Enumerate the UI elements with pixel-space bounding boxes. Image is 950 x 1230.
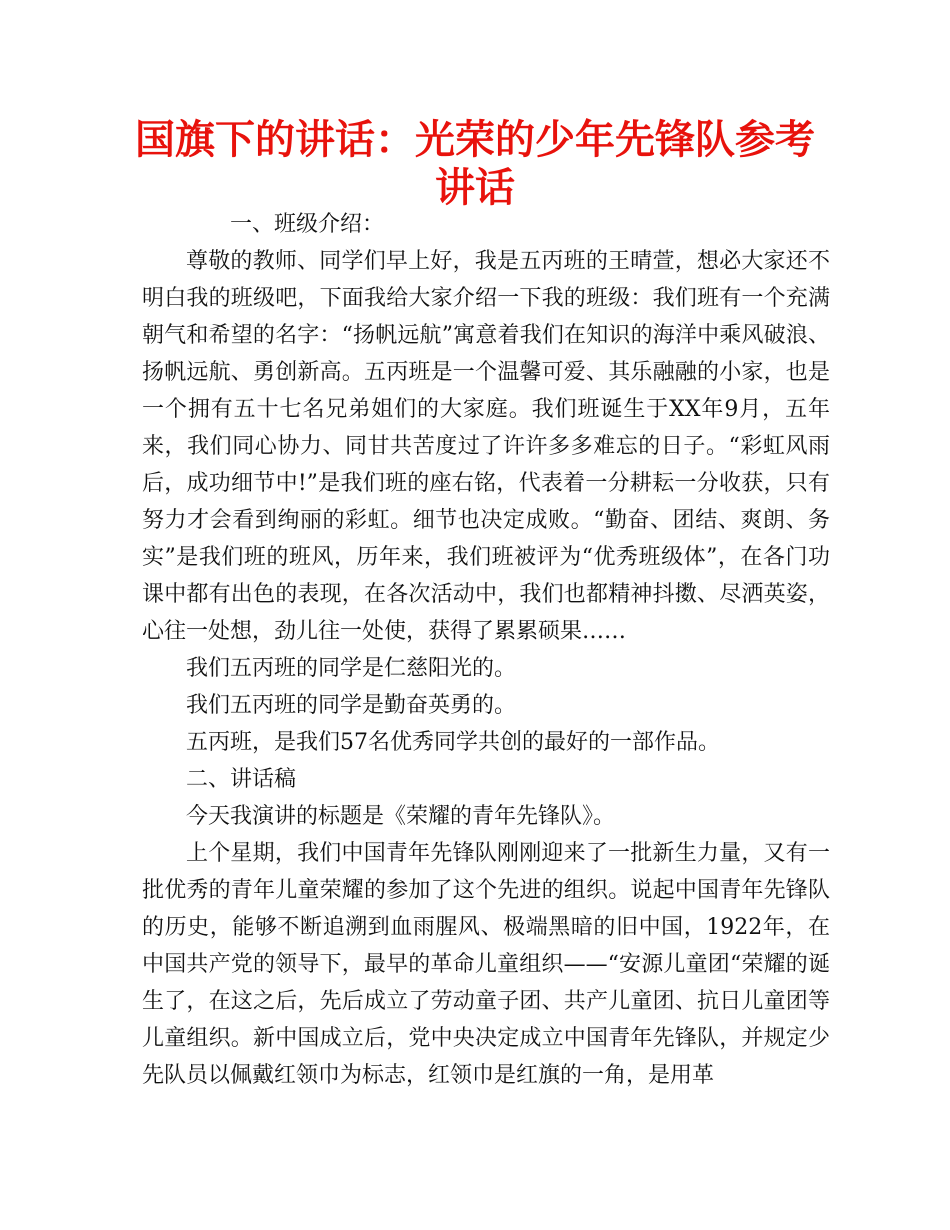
document-title: 国旗下的讲话：光荣的少年先锋队参考讲话 — [135, 117, 815, 211]
paragraph-line: 我们五丙班的同学是勤奋英勇的。 — [186, 693, 517, 718]
paragraph-line: 我们五丙班的同学是仁慈阳光的。 — [186, 656, 517, 681]
document-body — [142, 206, 830, 1094]
paragraph-line: 今天我演讲的标题是《荣耀的青年先锋队》。 — [186, 804, 616, 829]
section-heading-class-intro: 一、班级介绍： — [230, 212, 385, 237]
section-heading-speech: 二、讲话稿 — [186, 767, 297, 792]
paragraph-class-intro: 尊敬的教师、同学们早上好，我是五丙班的王晴萱，想必大家还不明白我的班级吧，下面我给大家介绍一下我的班级：我们班有一个充满朝气和希望的名字：“扬帆远航”寓意着我们在知识的海洋中乘风破浪、扬帆远航、勇创新高。五丙班是一个温馨可爱、其乐融融的小家，也是一个拥有五十七名兄弟姐们的大家庭。我们班诞生于XX年9月，五年来，我们同心协力、同甘共苦度过了许许多多难忘的日子。“彩虹风雨后，成功细节中!”是我们班的座右铭，代表着一分耕耘一分收获，只有努力才会看到绚丽的彩虹。细节也决定成败。“勤奋、团结、爽朗、务实”是我们班的班风，历年来，我们班被评为“优秀班级体”，在各门功课中都有出色的表现，在各次活动中，我们也都精神抖擞、尽洒英姿，心往一处想，劲儿往一处使，获得了累累硕果…… — [142, 249, 830, 644]
paragraph-line: 五丙班，是我们57名优秀同学共创的最好的一部作品。 — [186, 730, 720, 755]
paragraph-history: 上个星期，我们中国青年先锋队刚刚迎来了一批新生力量，又有一批优秀的青年儿童荣耀的参加了这个先进的组织。说起中国青年先锋队的历史，能够不断追溯到血雨腥风、极端黑暗的旧中国，1922年，在中国共产党的领导下，最早的革命儿童组织——“安源儿童团“荣耀的诞生了，在这之后，先后成立了劳动童子团、共产儿童团、抗日儿童团等儿童组织。新中国成立后，党中央决定成立中国青年先锋队，并规定少先队员以佩戴红领巾为标志，红领巾是红旗的一角，是用革 — [142, 841, 830, 1088]
